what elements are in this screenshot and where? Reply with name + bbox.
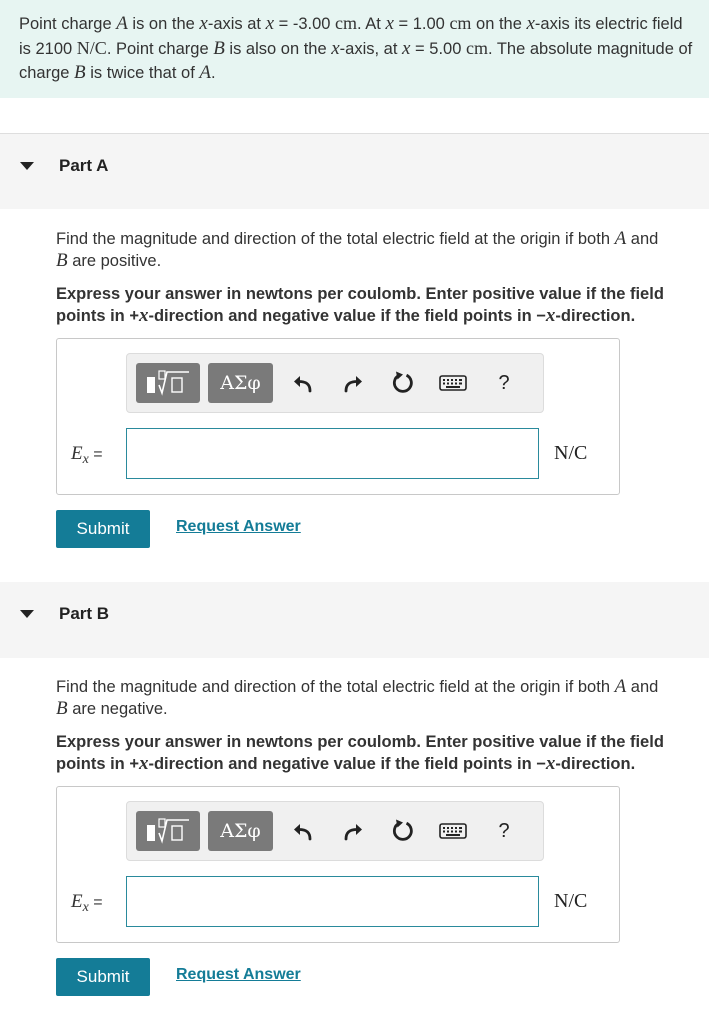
answer-box — [56, 338, 620, 495]
unit-label: N/C — [554, 890, 588, 912]
intro-math: A — [199, 62, 211, 83]
intro-math: B — [74, 62, 86, 83]
question-text — [56, 228, 706, 272]
instruction-math: x — [545, 305, 556, 326]
question-segment: are positive. — [67, 252, 162, 270]
variable-symbol: E — [71, 443, 83, 464]
variable-subscript: x — [82, 452, 89, 468]
submit-button[interactable]: Submit — [56, 510, 150, 548]
submit-button[interactable]: Submit — [56, 958, 150, 996]
instruction-segment: -direction. — [555, 755, 636, 773]
part-title: Part B — [59, 604, 110, 623]
greek-symbols-icon: ΑΣφ — [220, 820, 261, 842]
intro-math: x — [331, 37, 340, 59]
intro-text: . Point charge — [106, 39, 214, 58]
redo-button[interactable] — [338, 368, 368, 398]
question-text — [56, 676, 706, 720]
question-segment: Find the magnitude and direction of the total electric field at the origin if both — [56, 230, 615, 248]
collapse-triangle-icon[interactable] — [20, 162, 34, 170]
intro-math: x — [385, 13, 394, 34]
question-math: A — [614, 228, 627, 249]
keyboard-button[interactable] — [438, 368, 468, 398]
question-math: B — [56, 250, 68, 271]
redo-icon — [341, 819, 365, 843]
intro-text: . At — [357, 15, 386, 33]
intro-text: on the — [471, 15, 527, 33]
question-segment: Find the magnitude and direction of the total electric field at the origin if both — [56, 678, 615, 696]
question-segment: and — [626, 678, 659, 696]
intro-math: x — [526, 13, 535, 34]
instruction-math: x — [545, 753, 556, 774]
collapse-triangle-icon[interactable] — [20, 610, 34, 618]
intro-math: x — [199, 13, 208, 34]
equals-sign: = — [88, 446, 103, 463]
instruction-math: x — [138, 305, 149, 326]
intro-unit: cm — [465, 37, 488, 58]
unit-label: N/C — [554, 442, 588, 464]
keyboard-icon — [439, 821, 467, 841]
intro-math: x — [402, 37, 411, 59]
equals-sign: = — [88, 894, 103, 911]
templates-button[interactable] — [136, 811, 200, 851]
intro-math: x — [265, 13, 275, 34]
variable-label — [71, 443, 103, 468]
undo-icon — [291, 819, 315, 843]
variable-symbol: E — [71, 891, 83, 912]
answer-instructions — [56, 732, 706, 775]
intro-text: Point charge — [19, 15, 117, 33]
intro-text: . The absolute magnitude of charge — [19, 39, 693, 82]
variable-subscript: x — [82, 900, 89, 916]
part-title: Part A — [59, 156, 109, 175]
redo-icon — [341, 371, 365, 395]
answer-box — [56, 786, 620, 943]
instruction-segment: Express your answer in newtons per coulomb. Enter positive value if the field points in + — [56, 285, 664, 325]
undo-button[interactable] — [288, 368, 318, 398]
help-button[interactable] — [489, 816, 519, 846]
intro-text: = 1.00 — [393, 15, 450, 33]
intro-math: A — [116, 13, 128, 34]
help-button[interactable] — [489, 368, 519, 398]
keyboard-icon — [439, 373, 467, 393]
question-math: A — [614, 676, 627, 697]
problem-statement — [0, 0, 709, 98]
request-answer-link[interactable]: Request Answer — [176, 966, 301, 983]
intro-text: = -3.00 — [274, 15, 336, 33]
templates-icon — [141, 816, 195, 846]
question-segment: are negative. — [67, 700, 168, 718]
greek-symbols-button[interactable] — [208, 363, 273, 403]
intro-text: is twice that of — [85, 64, 200, 82]
instruction-segment: -direction and negative value if the field points in − — [148, 755, 546, 773]
undo-button[interactable] — [288, 816, 318, 846]
intro-text: -axis its electric field is 2100 — [19, 15, 683, 58]
reset-icon — [390, 370, 416, 396]
question-segment: and — [626, 230, 659, 248]
instruction-segment: -direction. — [555, 307, 636, 325]
reset-button[interactable] — [388, 816, 418, 846]
answer-input[interactable] — [126, 876, 539, 927]
request-answer-link[interactable]: Request Answer — [176, 518, 301, 535]
intro-text: is also on the — [224, 39, 332, 58]
part-a-header[interactable] — [0, 133, 709, 209]
answer-input[interactable] — [126, 428, 539, 479]
intro-unit: cm — [335, 13, 358, 33]
reset-icon — [390, 818, 416, 844]
intro-math: B — [213, 37, 225, 59]
instruction-segment: Express your answer in newtons per coulomb. Enter positive value if the field points in + — [56, 733, 664, 773]
question-math: B — [56, 698, 68, 719]
answer-instructions — [56, 284, 706, 327]
keyboard-button[interactable] — [438, 816, 468, 846]
templates-button[interactable] — [136, 363, 200, 403]
intro-text: = 5.00 — [410, 39, 466, 58]
instruction-math: x — [138, 753, 149, 774]
variable-label — [71, 891, 103, 916]
intro-text: -axis, at — [339, 39, 403, 58]
greek-symbols-button[interactable] — [208, 811, 273, 851]
greek-symbols-icon: ΑΣφ — [220, 372, 261, 394]
reset-button[interactable] — [388, 368, 418, 398]
redo-button[interactable] — [338, 816, 368, 846]
part-b-header[interactable] — [0, 582, 709, 658]
help-icon: ? — [498, 819, 510, 842]
intro-text: is on the — [127, 15, 200, 33]
undo-icon — [291, 371, 315, 395]
instruction-segment: -direction and negative value if the field points in − — [148, 307, 546, 325]
templates-icon — [141, 368, 195, 398]
intro-text: . — [210, 64, 216, 82]
math-toolbar — [126, 801, 544, 861]
intro-text: -axis at — [207, 15, 266, 33]
help-icon: ? — [498, 371, 510, 394]
math-toolbar — [126, 353, 544, 413]
intro-unit: N/C — [76, 37, 107, 58]
intro-unit: cm — [449, 13, 472, 33]
